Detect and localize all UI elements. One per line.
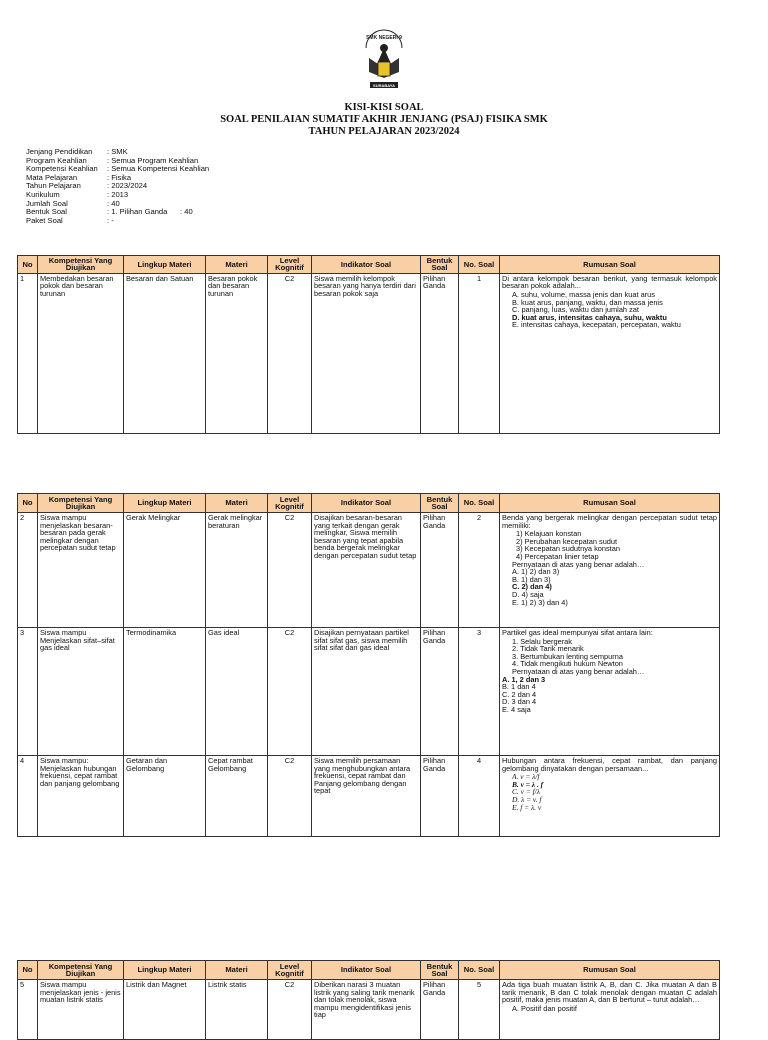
option: B. kuat arus, panjang, waktu, dan massa jenis xyxy=(512,297,663,307)
header-kompetensi: Kompetensi Yang Diujikan xyxy=(38,494,124,513)
kisi-table-2 xyxy=(17,493,720,837)
cell-nosoal: 5 xyxy=(459,980,500,1040)
meta-label: Kurikulum xyxy=(26,189,60,199)
option: A. 1) 2) dan 3) xyxy=(512,567,560,577)
cell-materi: Gas ideal xyxy=(206,628,268,756)
doc-title: KISI-KISI SOAL xyxy=(344,102,424,113)
table-row xyxy=(18,513,720,628)
cell-no: 1 xyxy=(18,273,38,433)
statement: 1. Selalu bergerak xyxy=(512,636,572,646)
cell-no: 5 xyxy=(18,980,38,1040)
cell-bentuk: Pilihan Ganda xyxy=(421,273,459,433)
header-nosoal: No. Soal xyxy=(459,256,500,274)
cell-bentuk: Pilihan Ganda xyxy=(421,513,459,628)
cell-materi: Listrik statis xyxy=(206,980,268,1040)
meta-value: : Semua Program Keahlian xyxy=(107,155,199,165)
option: D. 3 dan 4 xyxy=(502,697,537,707)
cell-level: C2 xyxy=(268,980,312,1040)
cell-rumusan xyxy=(500,273,720,433)
question-stem: Benda yang bergerak melingkar dengan percepatan sudut tetap memiliki: xyxy=(502,513,717,530)
meta-value: : 1. Pilihan Ganda : 40 xyxy=(107,207,193,217)
meta-label: Program Keahlian xyxy=(26,155,87,165)
header-level: Level Kognitif xyxy=(268,494,312,513)
meta-value: : - xyxy=(107,215,114,225)
statement: 2) Perubahan kecepatan sudut xyxy=(516,536,618,546)
meta-label: Jenjang Pendidikan xyxy=(26,147,93,156)
header-no: No xyxy=(18,256,38,274)
header-kompetensi: Kompetensi Yang Diujikan xyxy=(38,961,124,980)
statement: 3. Bertumbukan lenting sempurna xyxy=(512,651,623,661)
statement: 2. Tidak Tarik menarik xyxy=(512,644,584,654)
option: B. 1) dan 3) xyxy=(512,574,551,584)
table-row xyxy=(18,273,720,433)
meta-label: Tahun Pelajaran xyxy=(26,181,81,191)
header-level: Level Kognitif xyxy=(268,256,312,274)
option: D. λ = v. f xyxy=(512,794,542,804)
header-indikator: Indikator Soal xyxy=(312,256,421,274)
header-bentuk: Bentuk Soal xyxy=(421,256,459,274)
table-header-row xyxy=(18,256,720,274)
cell-kompetensi: Siswa mampu menjelaskan besaran-besaran pada gerak melingkar dengan percepatan sudut tetap xyxy=(38,513,124,628)
cell-kompetensi: Membedakan besaran pokok dan besaran turunan xyxy=(38,273,124,433)
cell-bentuk: Pilihan Ganda xyxy=(421,628,459,756)
cell-kompetensi: Siswa mampu menjelaskan jenis - jenis muatan listrik statis xyxy=(38,980,124,1040)
header-no: No xyxy=(18,494,38,513)
statement: 4) Percepatan linier tetap xyxy=(516,551,599,561)
meta-label: Bentuk Soal xyxy=(26,207,67,217)
header-indikator: Indikator Soal xyxy=(312,494,421,513)
statement: 1) Kelajuan konstan xyxy=(516,529,582,539)
cell-indikator: Disajikan pernyataan partikel sifat sifat gas, siswa memilih sifat sifat dari gas ideal xyxy=(312,628,421,756)
cell-level: C2 xyxy=(268,628,312,756)
cell-rumusan xyxy=(500,513,720,628)
cell-no: 4 xyxy=(18,756,38,837)
table-row xyxy=(18,980,720,1040)
header-lingkup: Lingkup Materi xyxy=(124,256,206,274)
cell-kompetensi: Siswa mampu Menjelaskan sifat–sifat gas ideal xyxy=(38,628,124,756)
option-correct: A. 1, 2 dan 3 xyxy=(502,674,546,684)
meta-value: : 40 xyxy=(107,198,120,208)
header-nosoal: No. Soal xyxy=(459,961,500,980)
cell-lingkup: Listrik dan Magnet xyxy=(124,980,206,1040)
table-header-row xyxy=(18,494,720,513)
table-header-row xyxy=(18,961,720,980)
option: E. f = λ. v xyxy=(512,802,542,812)
cell-materi: Gerak melingkar beraturan xyxy=(206,513,268,628)
header-level: Level Kognitif xyxy=(268,961,312,980)
table-row xyxy=(18,756,720,837)
meta-value: : Fisika xyxy=(107,172,132,182)
meta-label: Mata Pelajaran xyxy=(26,172,78,182)
cell-materi: Cepat rambat Gelombang xyxy=(206,756,268,837)
option: E. 1) 2) 3) dan 4) xyxy=(512,597,568,607)
cell-lingkup: Getaran dan Gelombang xyxy=(124,756,206,837)
cell-bentuk: Pilihan Ganda xyxy=(421,756,459,837)
header-rumusan: Rumusan Soal xyxy=(500,494,720,513)
header-rumusan: Rumusan Soal xyxy=(500,256,720,274)
cell-nosoal: 2 xyxy=(459,513,500,628)
cell-nosoal: 3 xyxy=(459,628,500,756)
cell-indikator: Siswa memilih persamaan yang menghubungkan antara frekuensi, cepat rambat dan Panjang gelombang dengan tepat xyxy=(312,756,421,837)
doc-subtitle: SOAL PENILAIAN SUMATIF AKHIR JENJANG (PSAJ) FISIKA SMK xyxy=(220,114,548,125)
logo-bottom-text: SURABAYA xyxy=(373,82,395,88)
meta-value: : SMK xyxy=(107,147,128,156)
cell-level: C2 xyxy=(268,756,312,837)
school-logo xyxy=(360,28,408,94)
meta-label: Jumlah Soal xyxy=(26,198,68,208)
option-correct: C. 2) dan 4) xyxy=(512,582,552,592)
meta-row xyxy=(26,217,209,226)
header-kompetensi: Kompetensi Yang Diujikan xyxy=(38,256,124,274)
option: C. 2 dan 4 xyxy=(502,689,537,699)
header-indikator: Indikator Soal xyxy=(312,961,421,980)
header-materi: Materi xyxy=(206,961,268,980)
meta-value: : 2013 xyxy=(107,189,129,199)
kisi-table-3 xyxy=(17,960,720,1040)
meta-value: : 2023/2024 xyxy=(107,181,148,191)
cell-kompetensi: Siswa mampu: Menjelaskan hubungan frekuensi, cepat rambat dan panjang gelombang xyxy=(38,756,124,837)
header-lingkup: Lingkup Materi xyxy=(124,494,206,513)
cell-rumusan xyxy=(500,980,720,1040)
header-bentuk: Bentuk Soal xyxy=(421,961,459,980)
option: B. 1 dan 4 xyxy=(502,682,536,692)
header-no: No xyxy=(18,961,38,980)
option: A. Positif dan positif xyxy=(512,1003,577,1013)
logo-top-text: SMK NEGERI 9 xyxy=(366,35,402,41)
option: A. suhu, volume, massa jenis dan kuat arus xyxy=(512,290,655,299)
cell-indikator: Siswa memilih kelompok besaran yang hanya terdiri dari besaran pokok saja xyxy=(312,273,421,433)
cell-lingkup: Gerak Melingkar xyxy=(124,513,206,628)
doc-year: TAHUN PELAJARAN 2023/2024 xyxy=(308,126,460,137)
meta-label: Kompetensi Keahlian xyxy=(26,164,98,174)
option: C. panjang, luas, waktu dan jumlah zat xyxy=(512,305,639,315)
cell-bentuk: Pilihan Ganda xyxy=(421,980,459,1040)
cell-no: 3 xyxy=(18,628,38,756)
question-stem: Ada tiga buah muatan listrik A, B, dan C. Jika muatan A dan B tarik menarik, B dan C tolak menolak dengan muatan C adalah positif, maka jenis muatan A, dan B berturut – turut adalah… xyxy=(502,980,717,1005)
question-stem: Hubungan antara frekuensi, cepat rambat, dan panjang gelombang dinyatakan dengan persamaan... xyxy=(502,756,717,773)
meta-info xyxy=(26,148,209,225)
option: A. v = λ/f xyxy=(512,772,540,782)
option-correct: D. kuat arus, intensitas cahaya, suhu, waktu xyxy=(512,312,667,322)
cell-lingkup: Termodinamika xyxy=(124,628,206,756)
meta-label: Paket Soal xyxy=(26,215,63,225)
cell-lingkup: Besaran dan Satuan xyxy=(124,273,206,433)
table-row xyxy=(18,628,720,756)
cell-indikator: Diberikan narasi 3 muatan listrik yang saling tarik menarik dan tolak menolak, siswa mampu mengidentifikasi jenis tiap xyxy=(312,980,421,1040)
kisi-table-1 xyxy=(17,255,720,434)
cell-rumusan xyxy=(500,628,720,756)
option: C. v = f/λ xyxy=(512,787,540,797)
cell-level: C2 xyxy=(268,513,312,628)
option: D. 4) saja xyxy=(512,589,544,599)
cell-indikator: Disajikan besaran-besaran yang terkait dengan gerak melingkar, Siswa memilih besaran yang tepat apabila benda bergerak melingkar dengan percepatan sudut tetap xyxy=(312,513,421,628)
header-bentuk: Bentuk Soal xyxy=(421,494,459,513)
option-correct: B. v = λ . f xyxy=(512,779,544,789)
option: E. 4 saja xyxy=(502,704,531,714)
header-nosoal: No. Soal xyxy=(459,494,500,513)
header-materi: Materi xyxy=(206,256,268,274)
option: E. intensitas cahaya, kecepatan, percepatan, waktu xyxy=(512,320,681,330)
question-prompt: Pernyataan di atas yang benar adalah… xyxy=(512,559,645,569)
cell-no: 2 xyxy=(18,513,38,628)
question-stem: Partikel gas ideal mempunyai sifat antara lain: xyxy=(502,628,653,637)
cell-nosoal: 4 xyxy=(459,756,500,837)
cell-level: C2 xyxy=(268,273,312,433)
question-prompt: Pernyataan di atas yang benar adalah… xyxy=(512,666,645,676)
header-materi: Materi xyxy=(206,494,268,513)
cell-rumusan xyxy=(500,756,720,837)
statement: 4. Tidak mengikuti hukum Newton xyxy=(512,659,623,669)
header-lingkup: Lingkup Materi xyxy=(124,961,206,980)
header-rumusan: Rumusan Soal xyxy=(500,961,720,980)
question-stem: Di antara kelompok besaran berikut, yang termasuk kelompok besaran pokok adalah... xyxy=(502,273,717,291)
statement: 3) Kecepatan sudutnya konstan xyxy=(516,544,620,554)
cell-materi: Besaran pokok dan besaran turunan xyxy=(206,273,268,433)
meta-value: : Semua Kompetensi Keahlian xyxy=(107,164,210,174)
cell-nosoal: 1 xyxy=(459,273,500,433)
